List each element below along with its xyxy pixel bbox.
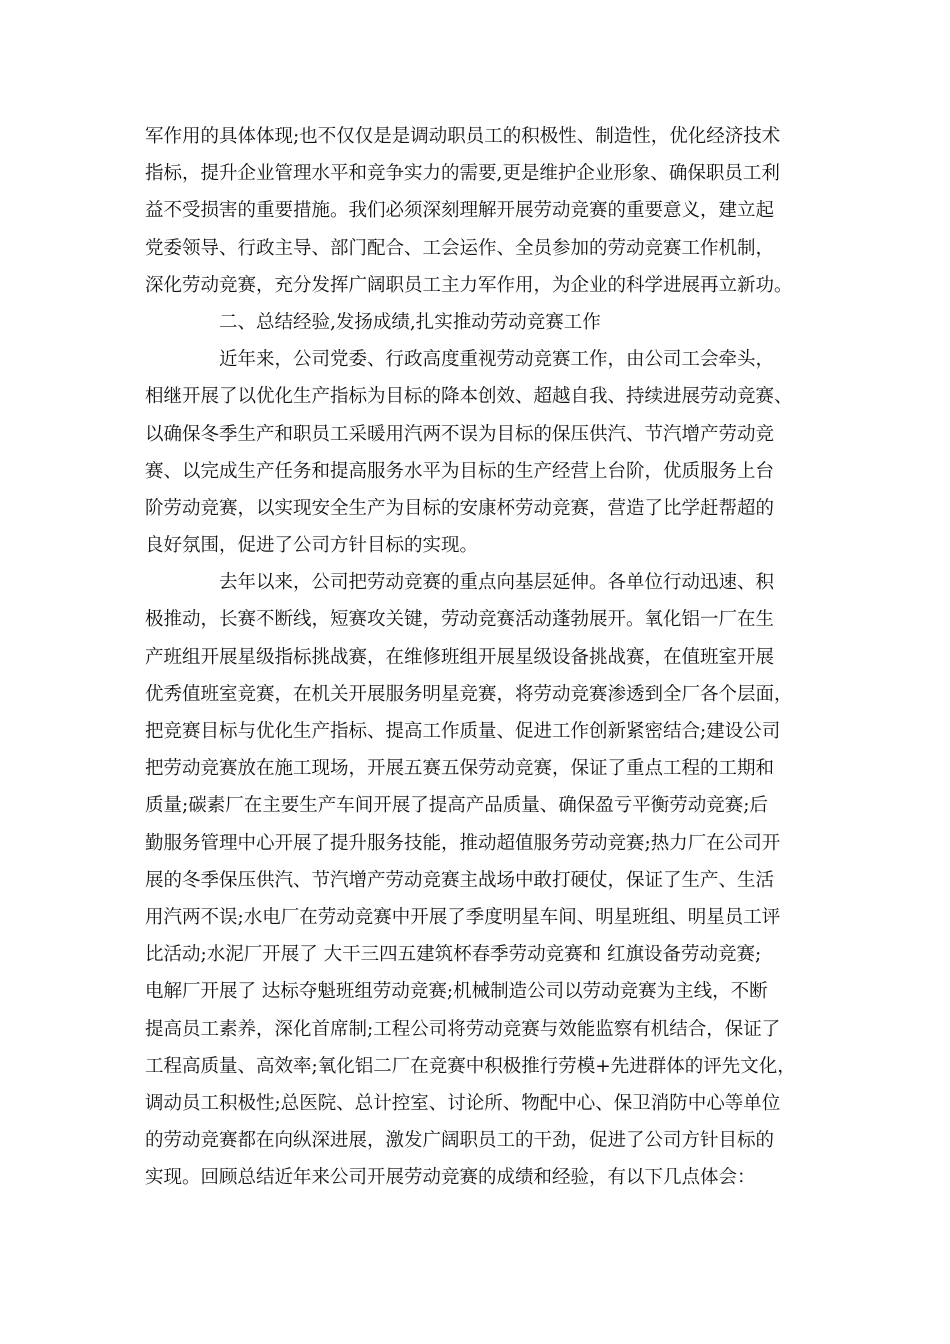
paragraph-first-line: 近年来，公司党委、行政高度重视劳动竞赛工作，由公司工会牵头， (219, 349, 775, 371)
text-line: 调动员工积极性;总医院、总计控室、讨论所、物配中心、保卫消防中心等单位 (145, 1092, 781, 1114)
text-line: 电解厂开展了 达标夺魁班组劳动竞赛;机械制造公司以劳动竞赛为主线，不断 (145, 981, 768, 1003)
text-line: 实现。回顾总结近年来公司开展劳动竞赛的成绩和经验，有以下几点体会： (145, 1167, 756, 1189)
section-heading: 二、总结经验,发扬成绩,扎实推动劳动竞赛工作 (219, 311, 601, 333)
text-line: 军作用的具体体现;也不仅仅是是调动职员工的积极性、制造性，优化经济技术 (145, 126, 781, 147)
text-line: 良好氛围，促进了公司方针目标的实现。 (145, 535, 479, 557)
text-line: 把竞赛目标与优化生产指标、提高工作质量、促进工作创新紧密结合;建设公司 (145, 721, 781, 742)
text-line: 极推动，长赛不断线，短赛攻关键，劳动竞赛活动蓬勃展开。氧化铝一厂在生 (145, 609, 775, 631)
text-line: 阶劳动竞赛，以实现安全生产为目标的安康杯劳动竞赛，营造了比学赶帮超的 (145, 497, 775, 519)
text-line: 赛、以完成生产任务和提高服务水平为目标的生产经营上台阶，优质服务上台 (145, 460, 775, 482)
text-line: 展的冬季保压供汽、节汽增产劳动竞赛主战场中敢打硬仗，保证了生产、生活 (145, 869, 775, 891)
text-line: 相继开展了以优化生产指标为目标的降本创效、超越自我、持续进展劳动竞赛、 (145, 386, 793, 408)
text-line: 产班组开展星级指标挑战赛，在维修班组开展星级设备挑战赛，在值班室开展 (145, 646, 775, 668)
text-line: 用汽两不误;水电厂在劳动竞赛中开展了季度明星车间、明星班组、明星员工评 (145, 906, 781, 928)
text-line: 益不受损害的重要措施。我们必须深刻理解开展劳动竞赛的重要意义，建立起 (145, 200, 775, 222)
text-line: 深化劳动竞赛，充分发挥广阔职员工主力军作用，为企业的科学进展再立新功。 (145, 274, 793, 296)
text-line: 指标，提升企业管理水平和竞争实力的需要,更是维护企业形象、确保职员工利 (145, 163, 780, 185)
text-line: 以确保冬季生产和职员工采暖用汽两不误为目标的保压供汽、节汽增产劳动竞 (145, 423, 775, 445)
paragraph-first-line: 去年以来，公司把劳动竞赛的重点向基层延伸。各单位行动迅速、积 (219, 572, 775, 594)
text-line: 党委领导、行政主导、部门配合、工会运作、全员参加的劳动竞赛工作机制， (145, 237, 775, 259)
text-line: 工程高质量、高效率;氧化铝二厂在竞赛中积极推行劳模+先进群体的评先文化， (145, 1055, 796, 1077)
text-line: 优秀值班室竞赛，在机关开展服务明星竞赛，将劳动竞赛渗透到全厂各个层面， (145, 683, 793, 705)
text-line: 的劳动竞赛都在向纵深进展，激发广阔职员工的干劲，促进了公司方针目标的 (145, 1130, 775, 1152)
text-line: 比活动;水泥厂开展了 大干三四五建筑杯春季劳动竞赛和 红旗设备劳动竞赛; (145, 944, 762, 966)
text-line: 提高员工素养，深化首席制;工程公司将劳动竞赛与效能监察有机结合，保证了 (145, 1018, 781, 1040)
text-line: 勤服务管理中心开展了提升服务技能，推动超值服务劳动竞赛;热力厂在公司开 (145, 832, 781, 854)
text-line: 把劳动竞赛放在施工现场，开展五赛五保劳动竞赛，保证了重点工程的工期和 (145, 758, 775, 780)
text-line: 质量;碳素厂在主要生产车间开展了提高产品质量、确保盈亏平衡劳动竞赛;后 (145, 795, 768, 817)
document-body (145, 118, 815, 1196)
